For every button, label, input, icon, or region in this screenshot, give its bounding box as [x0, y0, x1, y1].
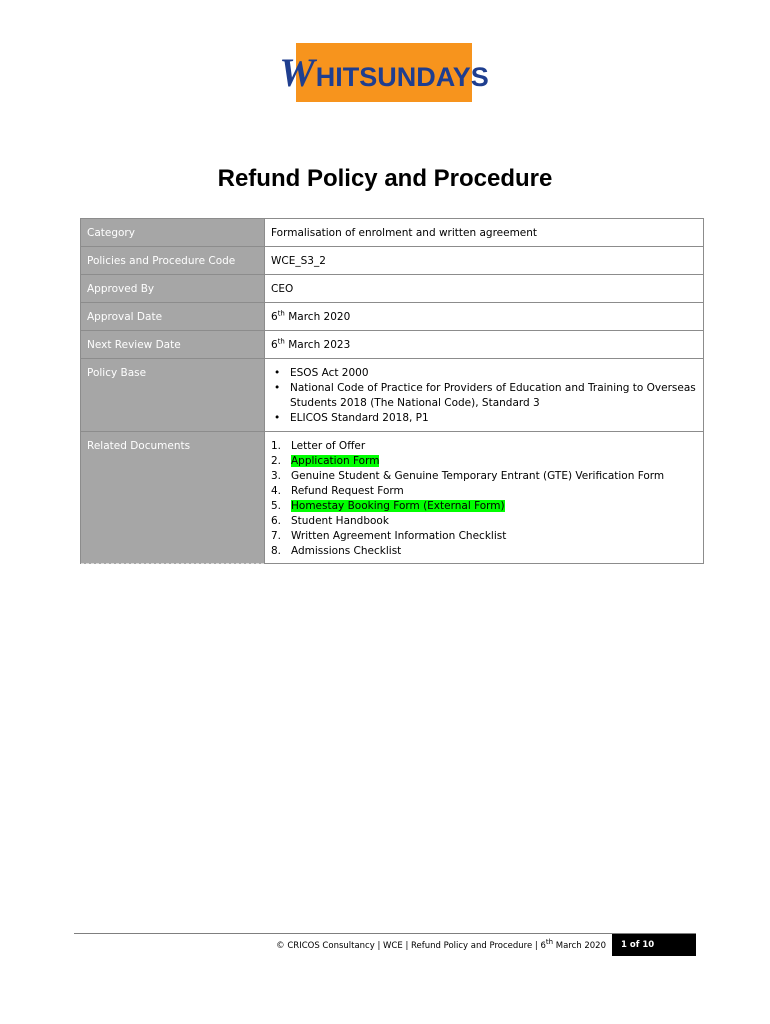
page-number: 1 of 10 — [612, 934, 696, 956]
policy-base-list — [271, 366, 697, 426]
table-row-related-docs — [81, 432, 704, 564]
doc-link-homestay-form[interactable]: Homestay Booking Form (External Form) — [291, 500, 505, 512]
approval-date-suffix: th — [277, 309, 285, 318]
list-item: 3. Genuine Student & Genuine Temporary Entrant (GTE) Verification Form — [271, 470, 665, 482]
footer-text — [200, 937, 610, 956]
list-item: • ELICOS Standard 2018, P1 — [271, 411, 697, 426]
doc-link-application-form[interactable]: Application Form — [291, 455, 380, 467]
document-title: Refund Policy and Procedure — [217, 165, 553, 192]
company-logo — [279, 43, 489, 102]
list-item: 4. Refund Request Form — [271, 485, 404, 497]
table-row-next-review — [81, 331, 704, 359]
doc-link-letter-of-offer: Letter of Offer — [291, 440, 366, 452]
approval-date-day: 6 — [271, 311, 278, 323]
next-review-suffix: th — [277, 337, 285, 346]
table-row-approval-date — [81, 303, 704, 331]
policy-info-table — [80, 218, 704, 564]
table-row-category — [81, 219, 704, 247]
list-item: 8. Admissions Checklist — [271, 545, 402, 557]
doc-link-agreement-checklist: Written Agreement Information Checklist — [291, 530, 507, 542]
code-value: WCE_S3_2 — [265, 247, 704, 275]
next-review-label: Next Review Date — [81, 331, 265, 359]
next-review-day: 6 — [271, 339, 278, 351]
approved-by-label: Approved By — [81, 275, 265, 303]
footer-divider — [74, 933, 696, 934]
next-review-rest: March 2023 — [284, 339, 351, 351]
category-value: Formalisation of enrolment and written agreement — [265, 219, 704, 247]
approval-date-rest: March 2020 — [284, 311, 351, 323]
logo-initial: W — [279, 49, 315, 95]
doc-link-student-handbook: Student Handbook — [291, 515, 389, 527]
logo-rest: HITSUNDAYS — [315, 61, 489, 92]
related-docs-list — [271, 439, 697, 559]
category-label: Category — [81, 219, 265, 247]
list-item: 2. Application Form — [271, 455, 380, 467]
table-row-code — [81, 247, 704, 275]
code-label: Policies and Procedure Code — [81, 247, 265, 275]
approval-date-value — [265, 303, 704, 331]
next-review-value — [265, 331, 704, 359]
logo-wordmark — [279, 49, 489, 95]
list-item: 6. Student Handbook — [271, 515, 389, 527]
list-item: 5. Homestay Booking Form (External Form) — [271, 500, 505, 512]
doc-link-refund-request-form: Refund Request Form — [291, 485, 404, 497]
doc-link-gte-form: Genuine Student & Genuine Temporary Entrant (GTE) Verification Form — [291, 470, 665, 482]
table-row-policy-base — [81, 359, 704, 432]
footer-text-main: © CRICOS Consultancy | WCE | Refund Policy and Procedure | 6 — [276, 941, 546, 951]
table-row-approved-by — [81, 275, 704, 303]
list-item: • ESOS Act 2000 — [271, 366, 697, 381]
list-item: 7. Written Agreement Information Checklist — [271, 530, 507, 542]
footer-text-date: March 2020 — [553, 941, 606, 951]
list-item: • National Code of Practice for Providers of Education and Training to Overseas Students 2018 (The National Code), Standard 3 — [271, 381, 697, 411]
policy-base-label: Policy Base — [81, 359, 265, 432]
policy-base-value — [265, 359, 704, 432]
footer-date-suffix: th — [545, 938, 554, 947]
related-docs-value — [265, 432, 704, 564]
list-item: 1. Letter of Offer — [271, 440, 366, 452]
doc-link-admissions-checklist: Admissions Checklist — [291, 545, 402, 557]
related-docs-label: Related Documents — [81, 432, 265, 564]
approved-by-value: CEO — [265, 275, 704, 303]
approval-date-label: Approval Date — [81, 303, 265, 331]
